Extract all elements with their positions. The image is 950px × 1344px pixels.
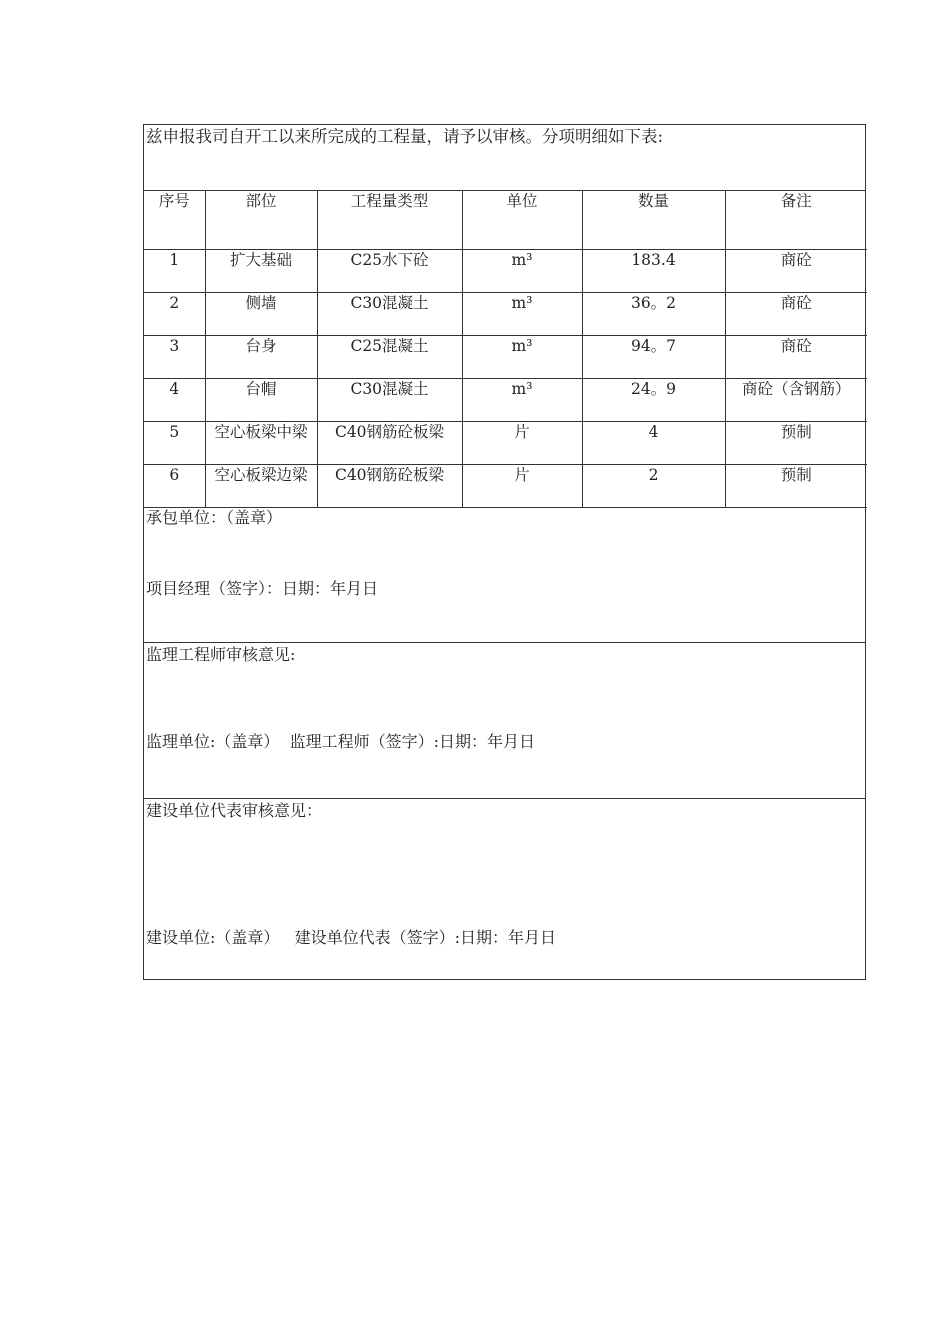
cell-remark: 预制 — [725, 465, 867, 508]
cell-work-type: C25水下砼 — [317, 250, 462, 293]
contractor-section — [144, 508, 865, 643]
header-part: 部位 — [205, 191, 317, 250]
cell-remark: 预制 — [725, 422, 867, 465]
cell-part: 空心板梁边梁 — [205, 465, 317, 508]
cell-work-type: C30混凝土 — [317, 379, 462, 422]
cell-part: 扩大基础 — [205, 250, 317, 293]
cell-unit: 片 — [462, 422, 582, 465]
intro-text: 兹申报我司自开工以来所完成的工程量，请予以审核。分项明细如下表: — [144, 125, 865, 191]
quantity-table — [144, 191, 867, 508]
cell-index: 2 — [144, 293, 205, 336]
cell-part: 空心板梁中梁 — [205, 422, 317, 465]
header-work-type: 工程量类型 — [317, 191, 462, 250]
cell-part: 侧墙 — [205, 293, 317, 336]
table-header-row — [144, 191, 867, 250]
cell-quantity: 2 — [582, 465, 725, 508]
cell-part: 台身 — [205, 336, 317, 379]
cell-part: 台帽 — [205, 379, 317, 422]
table-row — [144, 379, 867, 422]
cell-work-type: C30混凝土 — [317, 293, 462, 336]
cell-work-type: C40钢筋砼板梁 — [317, 422, 462, 465]
table-row — [144, 422, 867, 465]
cell-quantity: 94。7 — [582, 336, 725, 379]
cell-work-type: C40钢筋砼板梁 — [317, 465, 462, 508]
cell-unit: m³ — [462, 336, 582, 379]
table-row — [144, 336, 867, 379]
cell-quantity: 24。9 — [582, 379, 725, 422]
cell-quantity: 183.4 — [582, 250, 725, 293]
owner-section — [144, 799, 865, 979]
cell-unit: m³ — [462, 379, 582, 422]
header-quantity: 数量 — [582, 191, 725, 250]
cell-remark: 商砼 — [725, 336, 867, 379]
cell-unit: 片 — [462, 465, 582, 508]
cell-remark: 商砼 — [725, 293, 867, 336]
quantity-report-form — [143, 124, 866, 980]
table-row — [144, 465, 867, 508]
cell-index: 5 — [144, 422, 205, 465]
cell-index: 4 — [144, 379, 205, 422]
header-index: 序号 — [144, 191, 205, 250]
cell-quantity: 36。2 — [582, 293, 725, 336]
cell-unit: m³ — [462, 250, 582, 293]
cell-unit: m³ — [462, 293, 582, 336]
table-row — [144, 293, 867, 336]
contractor-unit-label: 承包单位：（盖章） — [146, 508, 283, 527]
owner-sign-line: 建设单位:（盖章） 建设单位代表（签字）:日期：年月日 — [146, 928, 557, 947]
header-remark: 备注 — [725, 191, 867, 250]
header-unit: 单位 — [462, 191, 582, 250]
cell-index: 6 — [144, 465, 205, 508]
owner-opinion-label: 建设单位代表审核意见： — [146, 801, 323, 820]
cell-work-type: C25混凝土 — [317, 336, 462, 379]
supervisor-section — [144, 643, 865, 799]
cell-index: 3 — [144, 336, 205, 379]
cell-remark: 商砼（含钢筋） — [725, 379, 867, 422]
cell-quantity: 4 — [582, 422, 725, 465]
supervisor-sign-line: 监理单位:（盖章） 监理工程师（签字）:日期：年月日 — [146, 732, 535, 751]
supervisor-opinion-label: 监理工程师审核意见: — [146, 645, 296, 664]
project-manager-sign-line: 项目经理（签字）：日期：年月日 — [146, 579, 379, 598]
cell-index: 1 — [144, 250, 205, 293]
table-row — [144, 250, 867, 293]
cell-remark: 商砼 — [725, 250, 867, 293]
